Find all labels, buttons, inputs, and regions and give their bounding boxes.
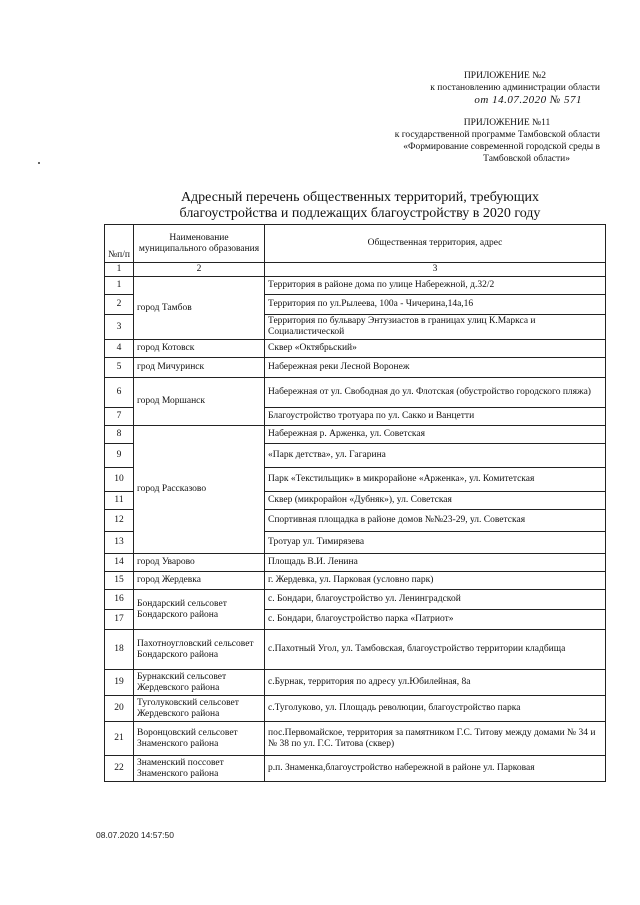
table-row	[105, 630, 606, 670]
appendix-11-line3: Тамбовской области»	[483, 154, 570, 164]
territory-address: Территория по ул.Рылеева, 100а - Чичерина,14а,16	[265, 295, 606, 315]
header-number: №п/п	[105, 225, 134, 263]
row-number: 21	[105, 722, 134, 756]
territory-address: Сквер «Октябрьский»	[265, 340, 606, 358]
municipality-cell: город Уварово	[134, 554, 265, 572]
table-row	[105, 590, 606, 610]
territory-address: с.Пахотный Угол, ул. Тамбовская, благоустройство территории кладбища	[265, 630, 606, 670]
table-row	[105, 277, 606, 295]
municipality-cell: город Рассказово	[134, 426, 265, 554]
row-number: 18	[105, 630, 134, 670]
index-cell: 1	[105, 263, 134, 277]
territory-address: с. Бондари, благоустройство парка «Патриот»	[265, 610, 606, 630]
territory-address: Территория по бульвару Энтузиастов в границах улиц К.Маркса и Социалистической	[265, 315, 606, 340]
table-row	[105, 426, 606, 444]
appendix-2-header	[340, 70, 600, 106]
appendix-11-header	[340, 117, 600, 165]
row-number: 3	[105, 315, 134, 340]
municipality-cell: город Тамбов	[134, 277, 265, 340]
table-row	[105, 670, 606, 696]
table-row	[105, 378, 606, 408]
document-title-line2: благоустройства и подлежащих благоустройству в 2020 году	[179, 206, 541, 221]
row-number: 22	[105, 756, 134, 782]
territory-address: «Парк детства», ул. Гагарина	[265, 444, 606, 468]
row-number: 17	[105, 610, 134, 630]
territory-address: Площадь В.И. Ленина	[265, 554, 606, 572]
row-number: 1	[105, 277, 134, 295]
row-number: 7	[105, 408, 134, 426]
territory-address: с.Туголуково, ул. Площадь революции, благоустройство парка	[265, 696, 606, 722]
territory-table-body	[105, 277, 606, 782]
row-number: 11	[105, 492, 134, 510]
appendix-11-line2: «Формирование современной городской среды в	[403, 142, 600, 152]
row-number: 5	[105, 358, 134, 378]
row-number: 20	[105, 696, 134, 722]
municipality-cell: Знаменский поссовет Знаменского района	[134, 756, 265, 782]
table-row	[105, 722, 606, 756]
territory-address: Спортивная площадка в районе домов №№23-29, ул. Советская	[265, 510, 606, 532]
municipality-cell: Пахотноугловский сельсовет Бондарского района	[134, 630, 265, 670]
table-row	[105, 696, 606, 722]
territory-address: с. Бондари, благоустройство ул. Ленинградской	[265, 590, 606, 610]
territory-address: Тротуар ул. Тимирязева	[265, 532, 606, 554]
territory-address: с.Бурнак, территория по адресу ул.Юбилейная, 8а	[265, 670, 606, 696]
index-cell: 2	[134, 263, 265, 277]
table-row	[105, 340, 606, 358]
print-timestamp: 08.07.2020 14:57:50	[96, 830, 174, 840]
appendix-11-line1: к государственной программе Тамбовской области	[394, 130, 600, 140]
header-municipality: Наименование муниципального образования	[134, 225, 265, 263]
row-number: 15	[105, 572, 134, 590]
table-row	[105, 358, 606, 378]
municipality-cell: грод Мичуринск	[134, 358, 265, 378]
document-title-line1: Адресный перечень общественных территорий, требующих	[180, 190, 540, 205]
municipality-cell: Воронцовский сельсовет Знаменского района	[134, 722, 265, 756]
row-number: 14	[105, 554, 134, 572]
territory-address: Благоустройство тротуара по ул. Сакко и Ванцетти	[265, 408, 606, 426]
row-number: 6	[105, 378, 134, 408]
municipality-cell: город Жердевка	[134, 572, 265, 590]
territory-address: пос.Первомайское, территория за памятником Г.С. Титову между домами № 34 и № 38 по ул. Г.С. Титова (сквер)	[265, 722, 606, 756]
territory-address: г. Жердевка, ул. Парковая (условно парк)	[265, 572, 606, 590]
territory-address: Территория в районе дома по улице Набережной, д.32/2	[265, 277, 606, 295]
municipality-cell: Бондарский сельсовет Бондарского района	[134, 590, 265, 630]
municipality-cell: город Котовск	[134, 340, 265, 358]
table-row	[105, 756, 606, 782]
territory-address: Набережная реки Лесной Воронеж	[265, 358, 606, 378]
municipality-cell: Туголуковский сельсовет Жердевского района	[134, 696, 265, 722]
territory-table	[104, 224, 606, 782]
territory-address: Парк «Текстильщик» в микрорайоне «Арженка», ул. Комитетская	[265, 468, 606, 492]
appendix-2-line: к постановлению администрации области	[430, 83, 600, 93]
territory-address: Набережная от ул. Свободная до ул. Флотская (обустройство городского пляжа)	[265, 378, 606, 408]
territory-address: Сквер (микрорайон «Дубняк»), ул. Советская	[265, 492, 606, 510]
header-territory: Общественная территория, адрес	[265, 225, 606, 263]
municipality-cell: Бурнакский сельсовет Жердевского района	[134, 670, 265, 696]
territory-address: р.п. Знаменка,благоустройство набережной в районе ул. Парковая	[265, 756, 606, 782]
row-number: 12	[105, 510, 134, 532]
document-title	[100, 190, 620, 222]
row-number: 8	[105, 426, 134, 444]
row-number: 19	[105, 670, 134, 696]
appendix-11-title: ПРИЛОЖЕНИЕ №11	[463, 118, 551, 128]
table-row	[105, 572, 606, 590]
municipality-cell: город Моршанск	[134, 378, 265, 426]
row-number: 10	[105, 468, 134, 492]
index-cell: 3	[265, 263, 606, 277]
row-number: 4	[105, 340, 134, 358]
row-number: 2	[105, 295, 134, 315]
appendix-2-title: ПРИЛОЖЕНИЕ №2	[463, 71, 547, 81]
handwritten-date: от 14.07.2020 № 571	[474, 94, 582, 106]
territory-address: Набережная р. Арженка, ул. Советская	[265, 426, 606, 444]
table-row	[105, 554, 606, 572]
scan-dot	[38, 162, 40, 164]
row-number: 16	[105, 590, 134, 610]
row-number: 9	[105, 444, 134, 468]
row-number: 13	[105, 532, 134, 554]
